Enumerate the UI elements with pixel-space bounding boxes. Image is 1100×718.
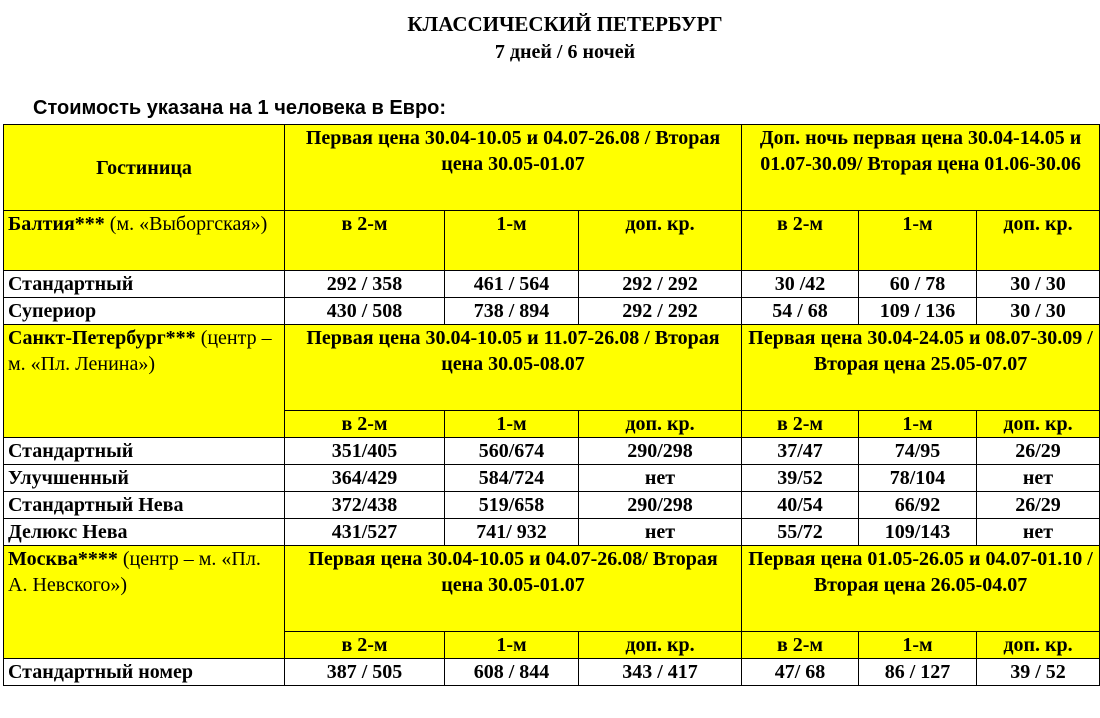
room-type: Стандартный — [4, 438, 285, 465]
subheader-double: в 2-м — [742, 411, 859, 438]
price-cell: 47/ 68 — [742, 659, 859, 686]
room-type: Стандартный Нева — [4, 492, 285, 519]
price-cell: 292 / 292 — [579, 271, 742, 298]
price-cell: 584/724 — [445, 465, 579, 492]
price-cell: 431/527 — [285, 519, 445, 546]
subheader-single: 1-м — [859, 632, 977, 659]
extra-night-dates: Первая цена 01.05-26.05 и 04.07-01.10 / Вторая цена 26.05-04.07 — [742, 546, 1100, 632]
subheader-extra-bed: доп. кр. — [579, 211, 742, 271]
price-cell: 372/438 — [285, 492, 445, 519]
subheader-extra-bed: доп. кр. — [977, 211, 1100, 271]
price-cell: 30 / 30 — [977, 271, 1100, 298]
price-cell: 461 / 564 — [445, 271, 579, 298]
price-note: Стоимость указана на 1 человека в Евро: — [33, 97, 447, 119]
hotel-location: (центр – м. «Пл. Ленина») — [8, 327, 272, 375]
subheader-single: 1-м — [445, 211, 579, 271]
price-cell: нет — [579, 465, 742, 492]
subheader-extra-bed: доп. кр. — [579, 632, 742, 659]
hotel-name: Москва**** — [8, 548, 118, 570]
room-type: Стандартный номер — [4, 659, 285, 686]
extra-night-dates: Первая цена 30.04-24.05 и 08.07-30.09 / Вторая цена 25.05-07.07 — [742, 325, 1100, 411]
price-cell: 60 / 78 — [859, 271, 977, 298]
table-row — [4, 659, 1100, 686]
price-cell: 78/104 — [859, 465, 977, 492]
price-cell: 292 / 358 — [285, 271, 445, 298]
table-row — [4, 492, 1100, 519]
hotel-row-baltia — [4, 211, 1100, 271]
price-cell: 290/298 — [579, 438, 742, 465]
table-header-row — [4, 125, 1100, 211]
tour-duration: 7 дней / 6 ночей — [494, 41, 636, 63]
price-cell: 54 / 68 — [742, 298, 859, 325]
subheader-single: 1-м — [445, 632, 579, 659]
price-cell: 387 / 505 — [285, 659, 445, 686]
price-cell: 364/429 — [285, 465, 445, 492]
price-cell: 39/52 — [742, 465, 859, 492]
price-cell: 26/29 — [977, 492, 1100, 519]
subheader-double: в 2-м — [285, 211, 445, 271]
price-cell: 290/298 — [579, 492, 742, 519]
price-cell: 55/72 — [742, 519, 859, 546]
table-row — [4, 465, 1100, 492]
price-cell: 109/143 — [859, 519, 977, 546]
hotel-row-spb — [4, 325, 1100, 411]
page-title: КЛАССИЧЕСКИЙ ПЕТЕРБУРГ — [407, 12, 723, 36]
price-cell: 26/29 — [977, 438, 1100, 465]
price-column-header: Первая цена 30.04-10.05 и 04.07-26.08 / Вторая цена 30.05-01.07 — [285, 125, 742, 211]
subheader-double: в 2-м — [285, 411, 445, 438]
subheader-double: в 2-м — [285, 632, 445, 659]
hotel-location: (м. «Выборгская») — [104, 213, 268, 235]
hotel-row-moscow — [4, 546, 1100, 632]
hotel-name: Санкт-Петербург*** — [8, 327, 196, 349]
hotel-name-cell — [4, 325, 285, 438]
table-row — [4, 438, 1100, 465]
hotel-name-cell — [4, 211, 285, 271]
price-cell: 30 /42 — [742, 271, 859, 298]
price-cell: 608 / 844 — [445, 659, 579, 686]
price-dates: Первая цена 30.04-10.05 и 04.07-26.08/ Вторая цена 30.05-01.07 — [285, 546, 742, 632]
subheader-extra-bed: доп. кр. — [977, 632, 1100, 659]
room-type: Стандартный — [4, 271, 285, 298]
price-cell: 741/ 932 — [445, 519, 579, 546]
subheader-extra-bed: доп. кр. — [579, 411, 742, 438]
extra-night-column-header: Доп. ночь первая цена 30.04-14.05 и 01.07-30.09/ Вторая цена 01.06-30.06 — [742, 125, 1100, 211]
subheader-double: в 2-м — [742, 632, 859, 659]
price-cell: 40/54 — [742, 492, 859, 519]
price-cell: 109 / 136 — [859, 298, 977, 325]
subheader-single: 1-м — [859, 211, 977, 271]
price-cell: 74/95 — [859, 438, 977, 465]
price-cell: нет — [977, 519, 1100, 546]
room-type: Улучшенный — [4, 465, 285, 492]
price-cell: 30 / 30 — [977, 298, 1100, 325]
table-row — [4, 271, 1100, 298]
price-cell: нет — [977, 465, 1100, 492]
room-type: Супериор — [4, 298, 285, 325]
subheader-extra-bed: доп. кр. — [977, 411, 1100, 438]
price-cell: 39 / 52 — [977, 659, 1100, 686]
price-cell: 430 / 508 — [285, 298, 445, 325]
table-row — [4, 298, 1100, 325]
price-cell: 292 / 292 — [579, 298, 742, 325]
subheader-double: в 2-м — [742, 211, 859, 271]
table-row — [4, 519, 1100, 546]
hotel-location: (центр – м. «Пл. А. Невского») — [8, 548, 261, 596]
price-table — [3, 124, 1100, 686]
price-cell: 519/658 — [445, 492, 579, 519]
price-cell: 560/674 — [445, 438, 579, 465]
price-cell: 86 / 127 — [859, 659, 977, 686]
room-type: Делюкс Нева — [4, 519, 285, 546]
price-cell: 66/92 — [859, 492, 977, 519]
hotel-name: Балтия*** — [8, 213, 105, 235]
price-cell: 351/405 — [285, 438, 445, 465]
price-cell: 343 / 417 — [579, 659, 742, 686]
price-dates: Первая цена 30.04-10.05 и 11.07-26.08 / Вторая цена 30.05-08.07 — [285, 325, 742, 411]
price-cell: нет — [579, 519, 742, 546]
price-cell: 738 / 894 — [445, 298, 579, 325]
subheader-single: 1-м — [859, 411, 977, 438]
hotel-column-header: Гостиница — [4, 125, 285, 211]
subheader-single: 1-м — [445, 411, 579, 438]
hotel-name-cell — [4, 546, 285, 659]
price-cell: 37/47 — [742, 438, 859, 465]
